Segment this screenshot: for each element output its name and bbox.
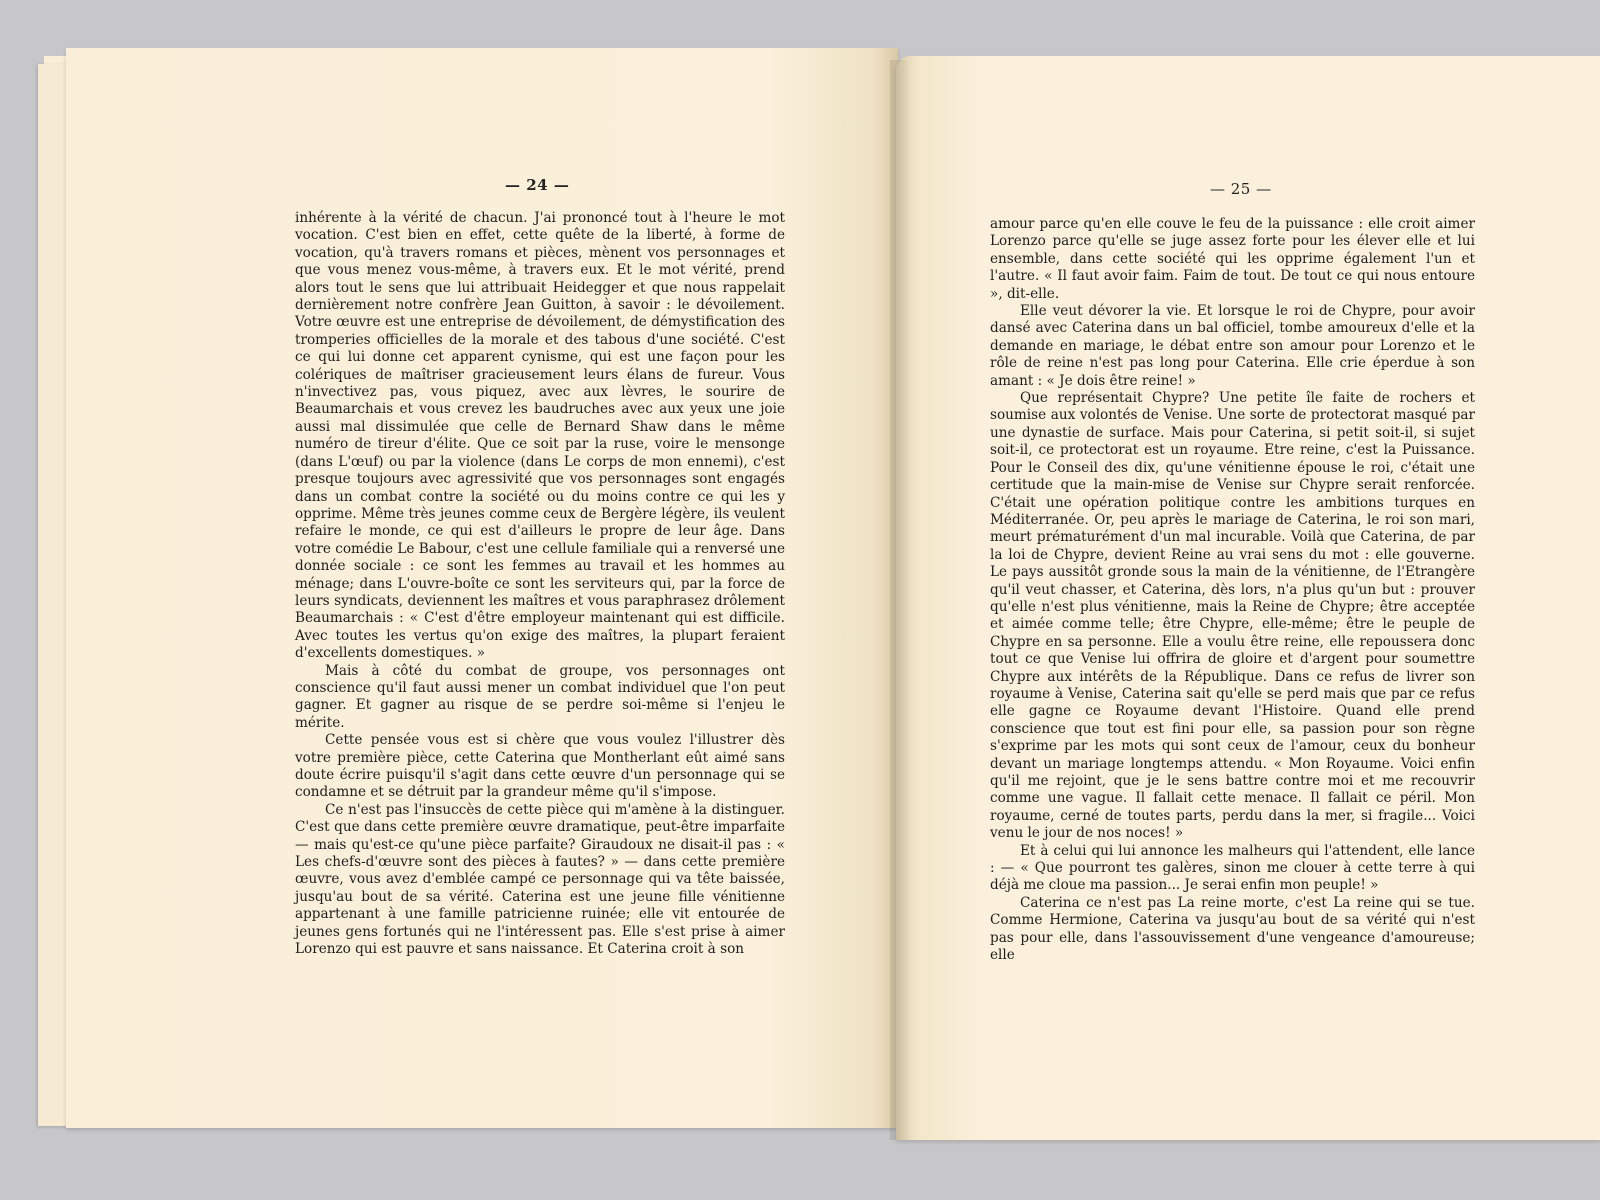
paragraph: Elle veut dévorer la vie. Et lorsque le roi de Chypre, pour avoir dansé avec Caterina dans un bal officiel, tombe amoureux d'elle et la demande en mariage, le débat entre son amour pour Lorenzo et le rôle de reine n'est pas long pour Caterina. Elle crie éperdue à son amant : « Je dois être reine! » [990, 303, 1475, 389]
paragraph: Mais à côté du combat de groupe, vos personnages ont conscience qu'il faut aussi mener un combat individuel que l'on peut gagner. Et gagner au risque de se perdre soi-même si l'enjeu le mérite. [295, 662, 785, 731]
right-page-number: — 25 — [1210, 180, 1272, 198]
paragraph: Et à celui qui lui annonce les malheurs qui l'attendent, elle lance : — « Que pourront tes galères, sinon me clouer à cette terre à qui déjà me cloue ma passion... Je serai enfin mon peuple! » [990, 842, 1475, 894]
paragraph: Cette pensée vous est si chère que vous voulez l'illustrer dès votre première pièce, cette Caterina que Montherlant eût aimé sans doute écrire puisqu'il s'agit dans cette œuvre d'un personnage qui se condamne et se détruit par la grandeur même qu'il s'impose. [295, 732, 785, 801]
paragraph: amour parce qu'en elle couve le feu de la puissance : elle croit aimer Lorenzo parce qu'elle se juge assez forte pour les élever elle et lui ensemble, dans cette société qui les opprime également l'un et l'autre. « Il faut avoir faim. Faim de tout. De tout ce qui nous entoure », dit-elle. [990, 216, 1475, 302]
book-gutter [890, 60, 908, 1140]
paragraph: Ce n'est pas l'insuccès de cette pièce qui m'amène à la distinguer. C'est que dans cette première œuvre dramatique, peut-être imparfaite — mais qu'est-ce qu'une pièce parfaite? Giraudoux ne disait-il pas : « Les chefs-d'œuvre sont des pièces à fautes? » — dans cette première œuvre, vous avez d'emblée campé ce personnage qui va tête baissée, jusqu'au bout de sa vérité. Caterina est une jeune fille vénitienne appartenant à une famille patricienne ruinée; elle vit entourée de jeunes gens fortunés qui ne l'intéressent pas. Elle s'est prise à aimer Lorenzo qui est pauvre et sans naissance. Et Caterina croit à son [295, 801, 785, 958]
left-page-number: — 24 — [505, 176, 570, 194]
paragraph: inhérente à la vérité de chacun. J'ai prononcé tout à l'heure le mot vocation. C'est bien en effet, cette quête de la liberté, à forme de vocation, qu'à travers romans et pièces, mènent vos personnages et que vous menez vous-même, à travers eux. Et le mot vérité, prend alors tout le sens que lui attribuait Heidegger et que nous rappelait dernièrement notre confrère Jean Guitton, à savoir : le dévoilement. Votre œuvre est une entreprise de dévoilement, de démystification des tromperies officielles de la morale et des tabous d'une société. C'est ce qui lui donne cet apparent cynisme, qui est une façon pour les colériques de maîtriser gracieusement leurs élans de fureur. Vous n'invectivez pas, vous piquez, avec aux lèvres, le sourire de Beaumarchais et vous crevez les baudruches avec aux yeux une joie aussi mal dissimulée que celle de Bernard Shaw dans le même numéro de tireur d'élite. Que ce soit par la ruse, voire le mensonge (dans L'œuf) ou par la violence (dans Le corps de mon ennemi), c'est presque toujours avec agressivité que vos personnages sont engagés dans un combat contre la société ou du moins contre ce qui les y opprime. Même très jeunes comme ceux de Bergère légère, ils veulent refaire le monde, ce qui est d'ailleurs le propre de leur âge. Dans votre comédie Le Babour, c'est une cellule familiale qui a renversé une donnée sociale : ce sont les femmes au travail et les hommes au ménage; dans L'ouvre-boîte ce sont les serviteurs qui, par la force de leurs syndicats, deviennent les maîtres et vous paraphrasez drôlement Beaumarchais : « C'est d'être employeur maintenant qui est difficile. Avec toutes les vertus qu'on exige des maîtres, la plupart feraient d'excellents domestiques. » [295, 210, 785, 662]
paragraph: Caterina ce n'est pas La reine morte, c'est La reine qui se tue. Comme Hermione, Caterina va jusqu'au bout de sa vérité qui n'est pas pour elle, dans l'assouvissement d'une vengeance d'amoureuse; elle [990, 894, 1475, 964]
paragraph: Que représentait Chypre? Une petite île faite de rochers et soumise aux volontés de Venise. Une sorte de protectorat masqué par une dynastie de surface. Mais pour Caterina, si petit soit-il, si sujet soit-il, ce protectorat est un royaume. Etre reine, c'est la Puissance. Pour le Conseil des dix, qu'une vénitienne épouse le roi, c'était une certitude que la main-mise de Venise sur Chypre serait renforcée. C'était une opération politique contre les ambitions turques en Méditerranée. Or, peu après le mariage de Caterina, le roi son mari, meurt prématurément d'un mal incurable. Voilà que Caterina, de par la loi de Chypre, devient Reine au vrai sens du mot : elle gouverne. Le pays aussitôt gronde sous la main de la vénitienne, de l'Etrangère qu'il veut chasser, et Caterina, dès lors, n'a plus qu'un but : prouver qu'elle n'est plus vénitienne, mais la Reine de Chypre; être acceptée et aimée comme telle; être Chypre, elle-même; être le peuple de Chypre en sa personne. Elle a voulu être reine, elle repoussera donc tout ce que Venise lui offrira de gloire et d'argent pour soumettre Chypre aux intérêts de la République. Dans ce refus de livrer son royaume à Venise, Caterina sait qu'elle se perd mais que par ce refus elle gagne ce Royaume devant l'Histoire. Quand elle prend conscience que tout est fini pour elle, sa passion pour son règne s'exprime par les mots qui sont ceux de l'amour, ceux du bonheur devant un mariage longtemps attendu. « Mon Royaume. Voici enfin qu'il me rejoint, que je le sens battre contre moi et me recouvrir comme une vague. Il fallait cette menace. Il fallait ce péril. Mon royaume, cerné de toutes parts, perdu dans la mer, si fragile... Voici venu le jour de nos noces! » [990, 390, 1475, 842]
left-page-text [295, 210, 785, 958]
right-page-text [990, 216, 1475, 964]
